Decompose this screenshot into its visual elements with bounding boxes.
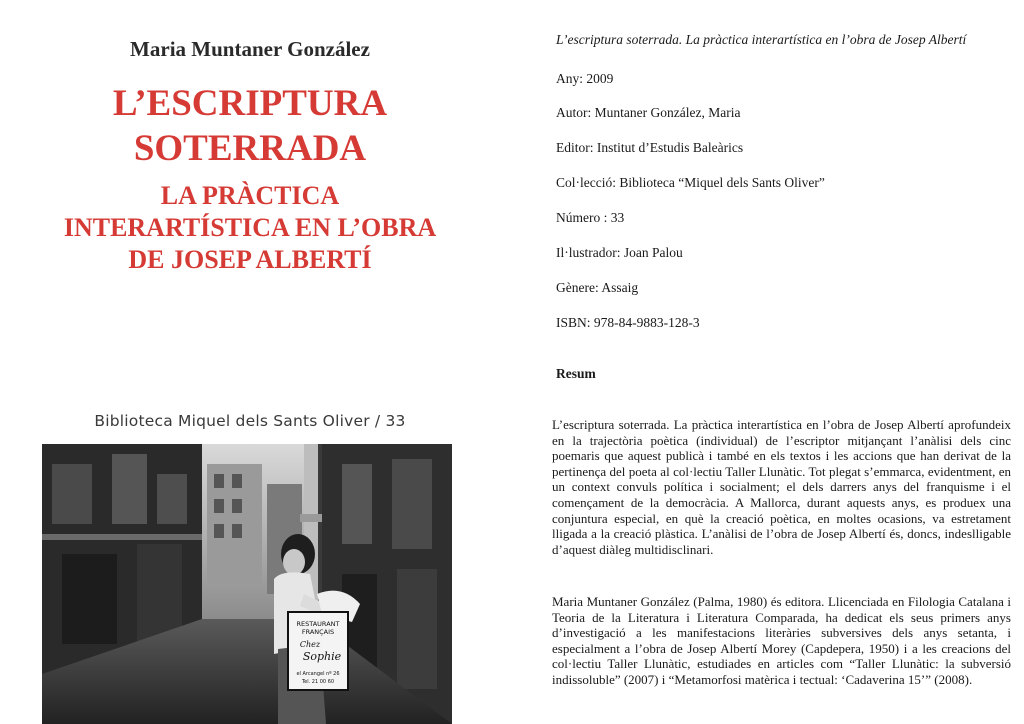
cover-title-line-2: SOTERRADA [133,128,367,169]
cover-photo [42,444,452,724]
sign-text-2: FRANÇAIS [301,628,335,636]
sign-text-6: Tel. 21 00 60 [301,679,335,685]
book-cover [0,0,500,724]
cover-title-line-1: L’ESCRIPTURA [112,83,388,124]
cover-subtitle-line-2: INTERARTÍSTICA EN L’OBRA [63,213,437,242]
sign-text-1: RESTAURANT [296,620,340,628]
cover-subtitle-line-3: DE JOSEP ALBERTÍ [128,245,372,274]
field-any: Any: 2009 [556,71,614,86]
field-editor: Editor: Institut d’Estudis Baleàrics [556,140,744,155]
resum-paragraph-2: Maria Muntaner González (Palma, 1980) és editora. Llicenciada en Filologia Catalana i Teoria de la Literatura i Literatura Comparada, ha dedicat els seus primers anys d’investigació a les manifestacions literàries subversives dels anys setanta, i especialment a l’obra de Josep Albertí Morey (Capdepera, 1950) i a les creacions del col·lectiu Taller Llunàtic, estudiades en articles com “Taller Llunàtic: la subversió indissoluble” (2007) i “Metamorfosi matèrica i tectual: ‘Cadaverina 15’” (2008). [552,594,1011,687]
sign-text-4: Sophie [302,650,342,663]
resum-heading: Resum [556,366,596,381]
cover-author: Maria Muntaner González [130,37,370,61]
resum-paragraph-1: L’escriptura soterrada. La pràctica interartística en l’obra de Josep Albertí aprofundeix en la trajectòria poètica (individual) de l’escriptor mitjançant l’anàlisi dels cinc poemaris que aquest publicà i també en els textos i les accions que han derivat de la pertinença del poeta al col·lectiu Taller Llunàtic. Tot plegat s’emmarca, evidentment, en un context convuls política i socialment; el dels darrers anys del franquisme i el començament de la democràcia. A Mallorca, durant aquests anys, es produex una conjuntura especial, en què la creació poètica, en moltes ocasions, va estretament lligada a la creació plàstica. L’anàlisi de l’obra de Josep Albertí és, doncs, indeslligable d’aquest diàleg multidisclinari. [552,417,1011,557]
field-illustrador: Il·lustrador: Joan Palou [556,245,683,260]
field-genere: Gènere: Assaig [556,280,639,295]
cover-subtitle-line-1: LA PRÀCTICA [160,181,340,210]
field-numero: Número : 33 [556,210,625,225]
cover-series-label: Biblioteca Miquel dels Sants Oliver / 33 [94,412,406,430]
field-autor: Autor: Muntaner González, Maria [556,105,741,120]
sign-text-3: Chez [299,640,321,649]
record-title: L’escriptura soterrada. La pràctica interartística en l’obra de Josep Albertí [556,32,967,47]
sign-text-5: el Arcangel nº 26 [296,671,340,677]
field-isbn: ISBN: 978-84-9883-128-3 [556,315,700,330]
field-colleccio: Col·lecció: Biblioteca “Miquel dels Sants Oliver” [556,175,825,190]
